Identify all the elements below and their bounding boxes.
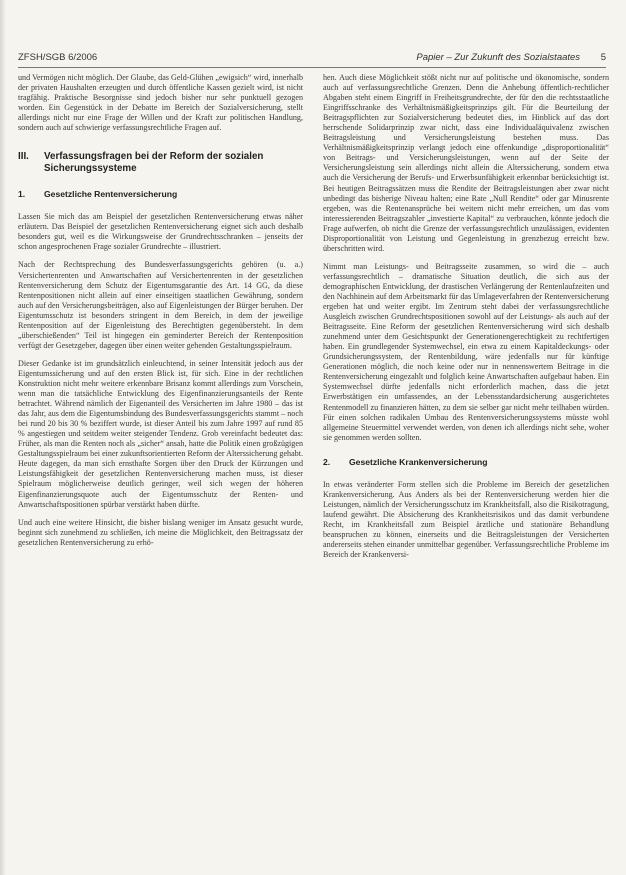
journal-reference: ZFSH/SGB 6/2006 (18, 52, 98, 63)
subsection-heading (323, 457, 609, 468)
subsection-number: 2. (323, 456, 331, 467)
section-title: Verfassungsfragen bei der Reform der sozialen Sicherungssysteme (44, 151, 264, 175)
body-paragraph: Lassen Sie mich das am Beispiel der gesetzlichen Rentenversicherung etwas näher erläutern. Das Beispiel der gesetzlichen Rentenversicherung eignet sich auch deshalb besonders gut, weil es die Wirkungsweise der Grundrechtsschranken – jenseits der schon angesprochenen Frage sozialer Grundrechte – illustriert. (18, 212, 303, 252)
body-paragraph: hen. Auch diese Möglichkeit stößt nicht nur auf politische und ökonomische, sondern auch auf verfassungsrechtliche Grenzen. Denn die Anhebung öffentlich-rechtlicher Abgaben steht einem Eingriff in Freiheitsgrundrechte, der für den die rechtsstaatliche Eingriffsschranke des Verhältnismäßigkeitsprinzips gilt. Für die Beurteilung der Beitragspflichten zur Sozialversicherung bedeutet dies, im Hinblick auf das dort herrschende Solidarprinzip zwar nicht, dass eine Individualäquivalenz zwischen Beitragsleistung und Versicherungsleistung bestehen muss. Das Verhältnismäßigkeitsprinzip verlangt jedoch eine offenkundige „disproportionalität“ von Beitrags- und Versicherungsleistungen, wenn auf der Seite der Versicherungsleistung sein allerdings nicht allein die Alterssicherung, sondern etwa auch die Versicherung der Berufs- und Erwerbsunfähigkeit erkennbar berücksichtigt ist. Bei heutigen Beitragssätzen muss die Rendite der Beitragsleistungen aber zwar nicht unbedingt das bisherige Niveau halten; eine Rate „Null Rendite“ oder gar Minusrente ergeben, was die Rentenansprüche bei weitem nicht mehr erreichen, um das vom interessierenden Beitragszahler „investierte Kapital“ zu verbrauchen, könnte jedoch die Frage aufwerfen, ob nicht die Grenze der verfassungsrechtlich unzulässigen, evidenten Disproportionalität von Leistung und Gegenleistung in grenzbezug erreicht bzw. überschritten wird. (323, 73, 609, 253)
section-heading (18, 151, 303, 175)
running-title: Papier – Zur Zukunft des Sozialstaates (416, 52, 581, 63)
subsection-number: 1. (18, 189, 26, 200)
section-number: III. (18, 151, 29, 163)
header-right (416, 52, 606, 63)
scan-shadow (0, 0, 6, 875)
left-column (18, 73, 303, 556)
body-paragraph: Und auch eine weitere Hinsicht, die bisher bislang weniger im Ansatz gesucht wurde, beginnt sich zunehmend zu schließen, ich meine die Möglichkeit, den Beitragssatz der gesetzlichen Rentenversicherung zu erhö- (18, 517, 303, 547)
running-header (18, 52, 606, 66)
right-column (323, 73, 609, 568)
header-rule (18, 67, 606, 68)
subsection-heading (18, 189, 303, 200)
body-paragraph: In etwas veränderter Form stellen sich die Probleme im Bereich der gesetzlichen Krankenversicherung. Aus Anders als bei der Rentenversicherung werden hier die Leistungen, nämlich der Versicherungsschutz im Krankheitsfall, also die Risikotragung, laufend gewährt. Die Absicherung des Krankheitsrisikos und das damit verbundene Recht, im Krankheitsfall zum Beispiel ärztliche und stationäre Behandlung beanspruchen zu können, einerseits und die Beitragsleistungen der Versicherten andererseits stehen einander unmittelbar gegenüber. Verfassungsrechtliche Probleme im Bereich der Krankenversi- (323, 479, 609, 560)
body-paragraph: und Vermögen nicht möglich. Der Glaube, das Geld-Glühen „ewigsich“ wird, innerhalb der privaten Haushalten erzeugten und durch öffentliche Kassen gezielt wird, ist nicht tragfähig. Praktische Besorgnisse sind jedoch bisher nur sehr punktuell gezogen worden. Ein Gegenstück in der Debatte im Bereich der Sozialversicherung, stellt allerdings nicht nur eine Frage der Willen und der Kraft zur politischen Handlung, sondern auch auf schwierige verfassungsrechtliche Fragen auf. (18, 73, 303, 133)
body-paragraph: Nimmt man Leistungs- und Beitragsseite zusammen, so wird die – auch verfassungsrechtlich – dramatische Situation deutlich, die sich aus der demographischen Entwicklung, der drastischen Verlängerung der Rentenlaufzeiten und den Nachhinein auf dem Arbeitsmarkt für das Umlageverfahren der Rentenversicherung ergeben hat und weiter ergibt. Im Zentrum steht dabei der verfassungsrechtliche Ausgleich zwischen Grundrechtspositionen sowohl auf der Leistungs- als auch auf der Beitragsseite. Eine Reform der gesetzlichen Rentenversicherung wird sich deshalb zunehmend unter dem Gesichtspunkt der Generationengerechtigkeit zu rechtfertigen haben. Ein grundlegender Systemwechsel, ein etwa zu einem Kapitaldeckungs- oder Grundsicherungssystem, der Rentenbildung, wäre jedenfalls nur für künftige Generationen möglich, die noch keine oder nur in nennenswertem Beitrage in die Rentenversicherung eingezahlt und folglich keine Anwartschaften aufgebaut haben. Ein Systemwechsel dürfte jedenfalls nicht erforderlich machen, dass die jetzt Erwerbstätigen ein umfassendes, an der Lebensstandardsicherung ausgerichtetes Rentenmodell zu finanzieren hätten, zu dem sie selber gar nicht mehr teilhaben würden. Für einen solchen radikalen Umbau des Rentenversicherungssystems müsste wohl allgemeine Steuermittel verwendet werden, von denen ich allerdings nicht sehe, woher sie genommen werden sollten. (323, 261, 609, 442)
page-number: 5 (600, 52, 606, 63)
body-paragraph: Nach der Rechtsprechung des Bundesverfassungsgerichts gehören (u. a.) Versichertenrenten und Anwartschaften auf Versichertenrenten in der gesetzlichen Rentenversicherung dem Schutz der Eigentumsgarantie des Art. 14 GG, da diese Rentenpositionen nicht allein auf einer einseitigen staatlichen Gewährung, sondern auch auf den Versicherungsbeiträgen, also auf Eigenleistungen der Bürger beruhen. Der Eigentumsschutz ist besonders stringent in dem Bereich, in dem der jeweilige Rentenposition auf der Eigenleistung des Berechtigten gegenübersteht. In dem „überschießenden“ Teil ist hingegen ein geminderter Bereich der Rentenposition verfügt der Gesetzgeber, dagegen über einen weiter gehenden Gestaltungsspielraum. (18, 260, 303, 350)
body-paragraph: Dieser Gedanke ist im grundsätzlich einleuchtend, in seiner Intensität jedoch aus der Eigentumssicherung und auf den ersten Blick ist, für sich. Eine in der rechtlichen Konstruktion nicht mehr weitere erkennbare Brisanz kommt allerdings zum Vorschein, wenn man die tatsächliche Entwicklung des Eigenfinanzierungsanteils der Rente betrachtet. Während nämlich der Eigenanteil des Versicherten im Jahre 1980 – das ist das Jahr, aus dem die Eigentumsbindung des Bundesverfassungsgerichts stammt – noch bei rund 20 bis 30 % beziffert wurde, ist dieser Anteil bis zum Jahre 1997 auf rund 85 % angestiegen und seitdem weiter steigender Tendenz. Grob vereinfacht bedeutet das: Früher, als man die Renten noch als „sicher“ ansah, hatte die Politik einen großzügigen Gestaltungsspielraum bei einer zukunftsorientierten Reform der Alterssicherung gehabt. Heute dagegen, da man sich ernsthafte Sorgen über den Druck der Kürzungen und Leistungsfähigkeit der gesetzlichen Rentenversicherung machen muss, ist dieser Spielraum möglicherweise deutlich geringer, weil sich wegen der höheren Eigenfinanzierungsquote auch der Eigentumsschutz der Renten- und Anwartschaftspositionen spürbar verstärkt haben dürfte. (18, 358, 303, 509)
subsection-title: Gesetzliche Rentenversicherung (44, 189, 178, 200)
subsection-title: Gesetzliche Krankenversicherung (349, 456, 488, 467)
